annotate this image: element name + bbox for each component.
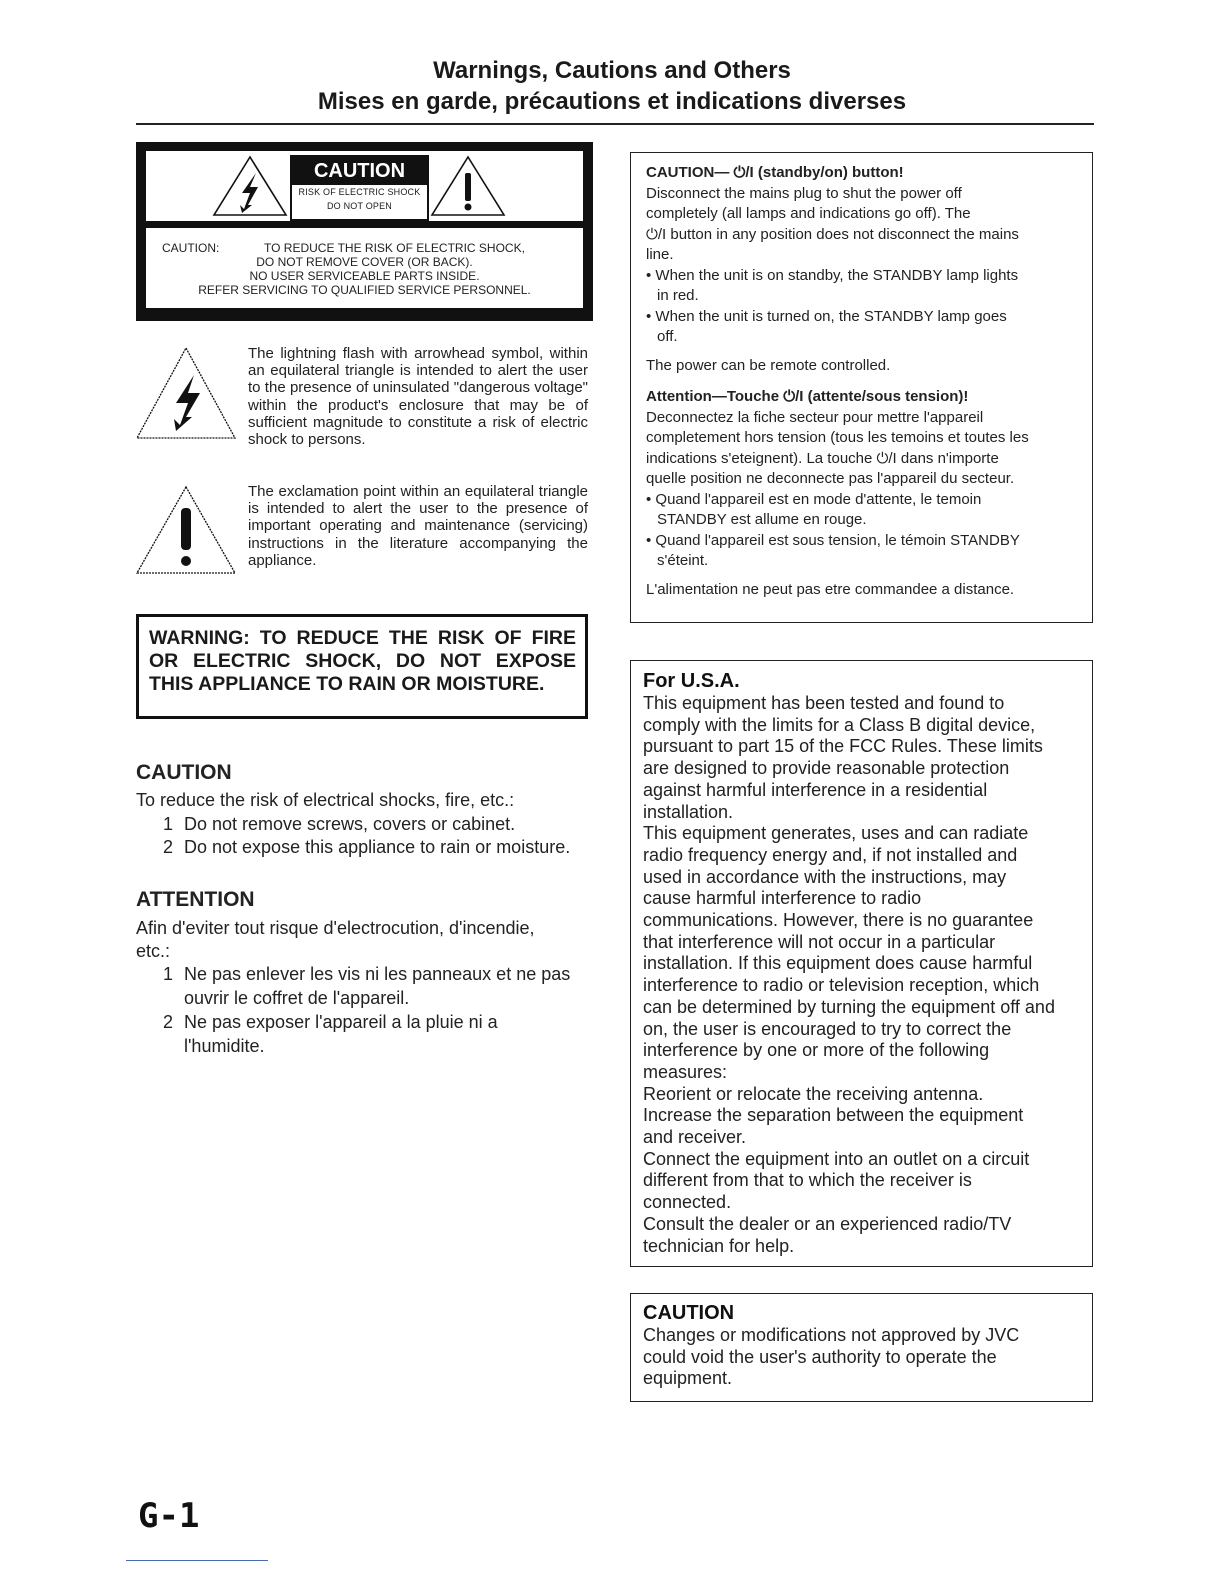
standby-en-line-1: Disconnect the mains plug to shut the power off	[646, 184, 962, 202]
exclamation-symbol-icon	[134, 484, 238, 576]
standby-box-content	[646, 163, 1086, 600]
caution-item-1-number: 1	[163, 814, 174, 834]
usa-fcc-line: Increase the separation between the equipment	[643, 1105, 1024, 1126]
standby-fr-remote: L'alimentation ne peut pas etre commandee a distance.	[646, 580, 1015, 598]
caution-plate-line-1: RISK OF ELECTRIC SHOCK	[298, 187, 421, 197]
standby-en-line-3: ⏻/I button in any position does not disconnect the mains	[646, 225, 1019, 243]
standby-fr-bullet-1: • Quand l'appareil est en mode d'attente, le temoin	[646, 490, 982, 508]
attention-intro-line-2: etc.:	[136, 941, 171, 961]
page-title: Warnings, Cautions and Others	[433, 57, 791, 84]
standby-en-line-4: line.	[646, 246, 674, 263]
lightning-symbol-icon	[134, 345, 238, 441]
usa-fcc-line: different from that to which the receiver is	[643, 1170, 972, 1191]
caution-label-lead: CAUTION:	[162, 241, 220, 255]
usa-fcc-line: Reorient or relocate the receiving antenna.	[643, 1083, 984, 1104]
usa-fcc-line: that interference will not occur in a particular	[643, 931, 996, 952]
exclamation-symbol-description: The exclamation point within an equilateral triangle is intended to alert the user to the presence of important operating and maintenance (servicing) instructions in the literature accompanying the appliance.	[248, 483, 588, 569]
usa-fcc-line: Connect the equipment into an outlet on a circuit	[643, 1148, 1030, 1169]
attention-item-2-line-2: l'humidite.	[184, 1036, 265, 1056]
header-divider	[136, 123, 1094, 125]
caution-plate-title: CAUTION	[292, 157, 427, 185]
jvc-caution-line-3: equipment.	[643, 1368, 733, 1389]
caution-label-line-1: TO REDUCE THE RISK OF ELECTRIC SHOCK,	[264, 241, 525, 255]
jvc-caution-line-1: Changes or modifications not approved by JVC	[643, 1325, 1020, 1345]
usa-fcc-content	[643, 669, 1088, 1257]
caution-item-1-text: Do not remove screws, covers or cabinet.	[184, 814, 516, 834]
caution-item-1	[163, 813, 603, 835]
warning-text: WARNING: TO REDUCE THE RISK OF FIRE OR ELECTRIC SHOCK, DO NOT EXPOSE THIS APPLIANCE TO RAIN OR MOISTURE.	[149, 627, 576, 695]
usa-fcc-line: installation. If this equipment does cause harmful	[643, 953, 1033, 974]
standby-fr-bullet-1-cont: STANDBY est allume en rouge.	[657, 511, 867, 528]
standby-en-line-2: completely (all lamps and indications go off). The	[646, 205, 971, 222]
standby-fr-bullet-2: • Quand l'appareil est sous tension, le témoin STANDBY	[646, 531, 1020, 549]
usa-fcc-line: radio frequency energy and, if not installed and	[643, 844, 1018, 865]
standby-fr-line-2: completement hors tension (tous les temoins et toutes les	[646, 429, 1029, 446]
caution-item-2	[163, 836, 603, 858]
usa-fcc-line: installation.	[643, 801, 734, 822]
caution-label-line-2: DO NOT REMOVE COVER (OR BACK).	[256, 255, 473, 269]
usa-fcc-line: interference to radio or television reception, which	[643, 975, 1040, 996]
attention-item-1-line-1: Ne pas enlever les vis ni les panneaux et ne pas	[184, 964, 571, 984]
attention-item-1	[163, 963, 603, 985]
page-title-french: Mises en garde, précautions et indications diverses	[317, 88, 907, 115]
attention-intro-line-1: Afin d'eviter tout risque d'electrocution, d'incendie,	[136, 918, 535, 938]
standby-fr-title: Attention—Touche ⏻/I (attente/sous tension)!	[646, 388, 969, 405]
usa-fcc-line: against harmful interference in a residential	[643, 779, 988, 800]
usa-fcc-line: interference by one or more of the following	[643, 1040, 990, 1061]
standby-en-title: CAUTION— ⏻/I (standby/on) button!	[646, 164, 904, 181]
standby-fr-line-4: quelle position ne deconnecte pas l'appareil du secteur.	[646, 470, 1015, 487]
usa-fcc-line: communications. However, there is no guarantee	[643, 910, 1034, 931]
jvc-caution-content	[643, 1301, 1088, 1390]
page-header	[0, 56, 1224, 117]
caution-item-2-text: Do not expose this appliance to rain or moisture.	[184, 837, 571, 857]
standby-fr-line-1: Deconnectez la fiche secteur pour mettre l'appareil	[646, 408, 984, 426]
footer-divider	[126, 1560, 268, 1561]
attention-item-1-number: 1	[163, 964, 174, 984]
standby-en-remote: The power can be remote controlled.	[646, 356, 891, 374]
caution-item-2-number: 2	[163, 837, 174, 857]
standby-en-bullet-1: • When the unit is on standby, the STANDBY lamp lights	[646, 266, 1019, 284]
caution-label-line-4: REFER SERVICING TO QUALIFIED SERVICE PERSONNEL.	[198, 283, 531, 297]
usa-fcc-line: are designed to provide reasonable protection	[643, 758, 1010, 779]
usa-fcc-text	[643, 693, 1088, 1257]
standby-en-bullet-2-cont: off.	[657, 328, 678, 345]
lightning-symbol-description: The lightning flash with arrowhead symbol, within an equilateral triangle is intended to alert the user to the presence of uninsulated "dangerous voltage" within the product's enclosure that may be of sufficient magnitude to constitute a risk of electric shock to persons.	[248, 345, 588, 449]
page-number: G-1	[138, 1496, 200, 1536]
lightning-warning-icon	[212, 155, 288, 217]
attention-item-2-line-1: Ne pas exposer l'appareil a la pluie ni a	[184, 1012, 498, 1032]
usa-fcc-line: This equipment has been tested and found to	[643, 693, 1005, 713]
caution-label-line-3: NO USER SERVICEABLE PARTS INSIDE.	[249, 269, 480, 283]
jvc-caution-title: CAUTION	[643, 1302, 735, 1324]
usa-fcc-title: For U.S.A.	[643, 670, 740, 692]
attention-item-1-line-2: ouvrir le coffret de l'appareil.	[184, 988, 410, 1008]
caution-plate	[290, 155, 429, 221]
usa-fcc-line: Consult the dealer or an experienced radio/TV	[643, 1213, 1012, 1234]
usa-fcc-line: can be determined by turning the equipment off and	[643, 996, 1055, 1017]
standby-en-bullet-1-cont: in red.	[657, 287, 699, 304]
usa-fcc-line: used in accordance with the instructions, may	[643, 866, 1007, 887]
usa-fcc-line: and receiver.	[643, 1127, 747, 1148]
attention-item-2-number: 2	[163, 1012, 174, 1032]
caution-intro: To reduce the risk of electrical shocks, fire, etc.:	[136, 790, 515, 810]
caution-label-text	[146, 241, 583, 297]
usa-fcc-line: technician for help.	[643, 1235, 795, 1256]
caution-plate-line-2: DO NOT OPEN	[326, 201, 393, 211]
standby-en-bullet-2: • When the unit is turned on, the STANDBY lamp goes	[646, 307, 1007, 325]
usa-fcc-line: pursuant to part 15 of the FCC Rules. These limits	[643, 736, 1043, 757]
exclamation-warning-icon	[430, 155, 506, 217]
jvc-caution-line-2: could void the user's authority to operate the	[643, 1346, 997, 1367]
usa-fcc-line: connected.	[643, 1192, 732, 1213]
usa-fcc-line: cause harmful interference to radio	[643, 888, 922, 909]
usa-fcc-line: measures:	[643, 1061, 728, 1082]
attention-item-2	[163, 1011, 603, 1033]
standby-fr-bullet-2-cont: s'éteint.	[657, 552, 709, 569]
caution-heading: CAUTION	[136, 761, 232, 784]
usa-fcc-line: on, the user is encouraged to try to correct the	[643, 1018, 1012, 1039]
standby-fr-line-3: indications s'eteignent). La touche ⏻/I dans n'importe	[646, 449, 999, 467]
usa-fcc-line: comply with the limits for a Class B digital device,	[643, 714, 1036, 735]
usa-fcc-line: This equipment generates, uses and can radiate	[643, 823, 1029, 844]
attention-heading: ATTENTION	[136, 888, 255, 911]
